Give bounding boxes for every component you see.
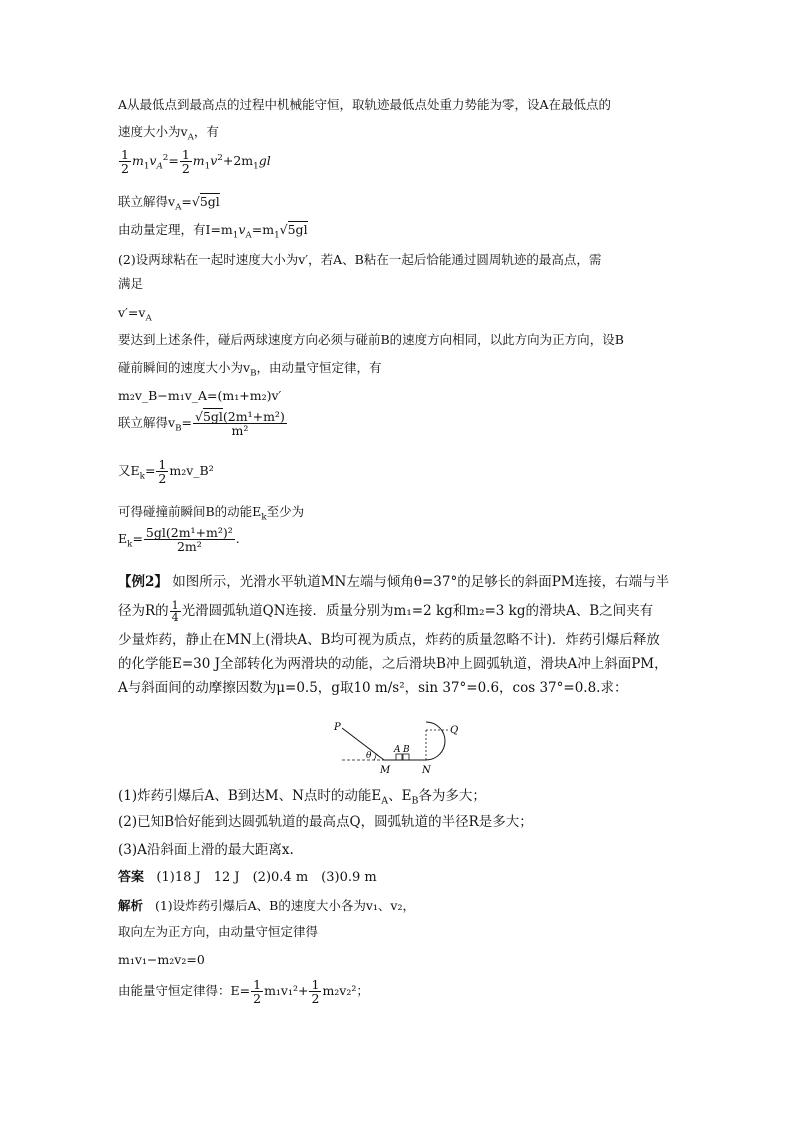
text-line: 可得碰撞前瞬间B的动能$E_k$至少为 (118, 504, 305, 523)
analysis-line: 取向左为正方向，由动量守恒定律得 (118, 924, 319, 939)
equation: m₂v_B−m₁v_A=(m₁+m₂)v′ (118, 388, 282, 403)
text-line: 要达到上述条件，碰后两球速度方向必须与碰前B的速度方向相同，以此方向为正方向，设B (118, 332, 624, 347)
example-paragraph: 径为R的 $\frac{1}{4}$ 光滑圆弧轨道QN连接．质量分别为m₁=2 kg和m₂=3 kg的滑块A、B之间夹有 (118, 599, 654, 624)
question: (1)炸药引爆后A、B到达M、N点时的动能$E_A$、$E_B$各为多大； (118, 788, 486, 807)
example-paragraph: 【例2】 如图所示，光滑水平轨道MN左端与倾角θ=37°的足够长的斜面PM连接，右端与半 (118, 574, 670, 590)
equation: 又$E_k=$ $\frac{1}{2}$ m₂v_B² (118, 457, 214, 486)
label-theta: θ (366, 751, 372, 761)
equation: $\frac{1}{2}$ $m_1v_A^2=$ $\frac{1}{2}$ $m_1v^2+2m_1gl$ (121, 147, 271, 176)
label-a: A (394, 745, 401, 755)
label-m: M (380, 765, 391, 776)
label-p: P (334, 722, 341, 733)
equation: 联立解得$v_B=$ $\frac{\text{√5gl(2m¹+m²)}}{\text{m²}}$ (118, 409, 285, 438)
example-paragraph: 的化学能E=30 J全部转化为两滑块的动能，之后滑块B冲上圆弧轨道，滑块A冲上斜面PM， (118, 656, 668, 672)
example-paragraph: A与斜面间的动摩擦因数为μ=0.5，g取10 m/s²，sin 37°=0.6，cos 37°=0.8.求： (118, 680, 628, 696)
answer-line: 答案 (1)18 J 12 J (2)0.4 m (3)0.9 m (118, 870, 377, 885)
text-line: 联立解得$v_A=√5gl$ (118, 194, 220, 213)
example-paragraph: 少量炸药，静止在MN上(滑块A、B均可视为质点，炸药的质量忽略不计)．炸药引爆后释放 (118, 632, 660, 648)
equation: 由能量守恒定律得：E= $\frac{1}{2}$ m₁v₁²+ $\frac{1}{2}$ m₂v₂²； (118, 977, 369, 1006)
text-line: 速度大小为$v_A$，有 (118, 124, 219, 143)
question: (2)已知B恰好能到达圆弧轨道的最高点Q，圆弧轨道的半径R是多大； (118, 814, 533, 830)
equation: $E_k=$ $\frac{\text{5gl(2m¹+m²)²}}{\text{2m²}}$ . (118, 525, 240, 554)
label-b: B (403, 745, 410, 755)
equation: m₁v₁−m₂v₂=0 (118, 952, 205, 967)
text-line: 由动量定理，有$I=m_1v_A=m_1√5gl$ (118, 222, 308, 241)
question: (3)A沿斜面上滑的最大距离x. (118, 842, 294, 858)
analysis-line: 解析 (1)设炸药引爆后A、B的速度大小各为v₁、v₂， (118, 898, 416, 913)
arc-track (426, 722, 445, 760)
text-line: A从最低点到最高点的过程中机械能守恒，取轨迹最低点处重力势能为零，设A在最低点的 (118, 97, 612, 112)
incline-track-figure (326, 720, 476, 780)
text-line: 碰前瞬间的速度大小为$v_B$，由动量守恒定律，有 (118, 360, 382, 379)
label-n: N (422, 765, 431, 776)
label-q: Q (450, 725, 459, 736)
text-line: (2)设两球粘在一起时速度大小为v′，若A、B粘在一起后恰能通过圆周轨迹的最高点，需 (118, 252, 602, 267)
theta-arc (374, 754, 376, 760)
incline-line (342, 728, 384, 760)
text-line: 满足 (118, 276, 144, 291)
text-line: $v'=v_A$ (118, 305, 152, 324)
